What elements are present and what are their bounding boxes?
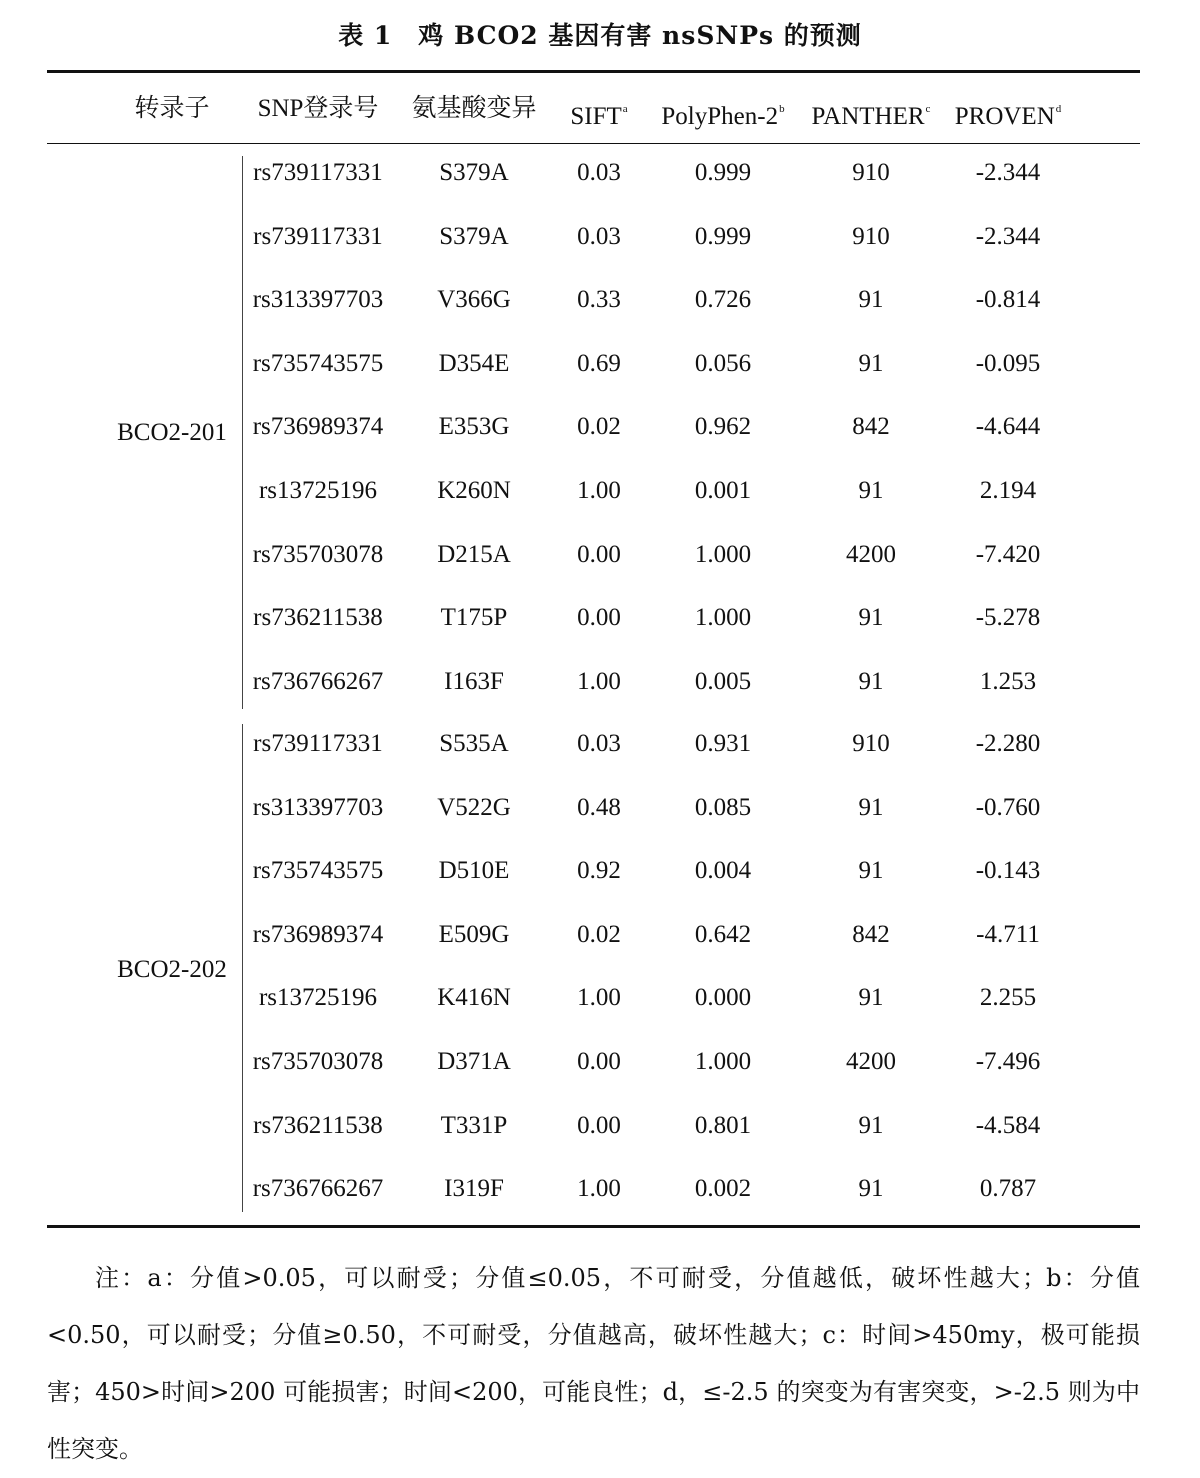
- panther-cell: 4200: [846, 1048, 896, 1075]
- snp-id-cell: rs736766267: [252, 1175, 384, 1202]
- snp-id-cell: rs735743575: [252, 350, 384, 377]
- header-polyphen: PolyPhen-2$^b$: [661, 103, 785, 130]
- snp-id-cell: rs739117331: [253, 730, 383, 757]
- panther-cell: 91: [858, 286, 884, 313]
- proven-cell: -2.344: [975, 159, 1041, 186]
- group-divider-1: [242, 156, 243, 709]
- polyphen-cell: 0.999: [694, 159, 752, 186]
- panther-cell: 91: [858, 668, 884, 695]
- panther-cell: 910: [852, 159, 890, 186]
- aa-variant-cell: D510E: [438, 857, 510, 884]
- polyphen-cell: 0.004: [694, 857, 752, 884]
- sift-cell: 0.03: [577, 159, 621, 186]
- proven-cell: -2.280: [975, 730, 1041, 757]
- polyphen-cell: 0.931: [694, 730, 752, 757]
- panther-cell: 91: [858, 350, 884, 377]
- snp-id-cell: rs735703078: [252, 1048, 384, 1075]
- snp-id-cell: rs736211538: [253, 604, 383, 631]
- group-divider-2: [242, 724, 243, 1212]
- panther-cell: 91: [858, 794, 884, 821]
- snp-id-cell: rs739117331: [253, 223, 383, 250]
- panther-cell: 91: [858, 1112, 884, 1139]
- panther-cell: 4200: [846, 541, 896, 568]
- proven-cell: 2.194: [979, 477, 1037, 504]
- table-title: 表 1 鸡 BCO2 基因有害 nsSNPs 的预测: [338, 21, 862, 50]
- sift-cell: 0.03: [577, 223, 621, 250]
- sift-cell: 1.00: [577, 477, 621, 504]
- snp-id-cell: rs739117331: [253, 159, 383, 186]
- aa-variant-cell: S379A: [439, 159, 509, 186]
- polyphen-cell: 0.726: [694, 286, 752, 313]
- polyphen-cell: 0.085: [694, 794, 752, 821]
- proven-cell: -5.278: [975, 604, 1041, 631]
- snp-id-cell: rs313397703: [252, 286, 384, 313]
- proven-cell: -2.344: [975, 223, 1041, 250]
- table-top-rule: [47, 70, 1140, 73]
- aa-variant-cell: D354E: [438, 350, 510, 377]
- sift-cell: 0.00: [577, 1048, 621, 1075]
- polyphen-cell: 1.000: [694, 604, 752, 631]
- snp-id-cell: rs736989374: [252, 413, 384, 440]
- snp-id-cell: rs736766267: [252, 668, 384, 695]
- sift-cell: 0.03: [577, 730, 621, 757]
- aa-variant-cell: K260N: [437, 477, 511, 504]
- polyphen-cell: 0.642: [694, 921, 752, 948]
- aa-variant-cell: V522G: [437, 794, 511, 821]
- table-note: 注：a：分值>0.05，可以耐受；分值≤0.05，不可耐受，分值越低，破坏性越大；b：分值<0.50，可以耐受；分值≥0.50，不可耐受，分值越高，破坏性越大；c：时间>450my，极可能损害；450>时间>200 可能损害；时间<200，可能良性；d，≤-2.5 的突变为有害突变，>-2.5 则为中性突变。: [47, 1264, 1140, 1463]
- polyphen-cell: 1.000: [694, 541, 752, 568]
- aa-variant-cell: T331P: [440, 1112, 508, 1139]
- panther-cell: 91: [858, 984, 884, 1011]
- proven-cell: -0.095: [975, 350, 1041, 377]
- aa-variant-cell: V366G: [437, 286, 511, 313]
- sift-cell: 1.00: [577, 984, 621, 1011]
- header-sift: SIFT$^a$: [570, 103, 628, 130]
- proven-cell: 1.253: [979, 668, 1037, 695]
- table-bottom-rule: [47, 1225, 1140, 1228]
- panther-cell: 91: [858, 604, 884, 631]
- aa-variant-cell: D371A: [437, 1048, 511, 1075]
- header-aa-variant: 氨基酸变异: [411, 95, 537, 122]
- snp-id-cell: rs735743575: [252, 857, 384, 884]
- polyphen-cell: 0.999: [694, 223, 752, 250]
- aa-variant-cell: K416N: [437, 984, 511, 1011]
- proven-cell: -7.420: [975, 541, 1041, 568]
- sift-cell: 0.92: [577, 857, 621, 884]
- panther-cell: 842: [852, 921, 890, 948]
- proven-cell: -0.760: [975, 794, 1041, 821]
- panther-cell: 910: [852, 223, 890, 250]
- sift-cell: 0.00: [577, 604, 621, 631]
- sift-cell: 0.00: [577, 1112, 621, 1139]
- snp-id-cell: rs13725196: [258, 984, 378, 1011]
- aa-variant-cell: S535A: [439, 730, 509, 757]
- snp-id-cell: rs13725196: [258, 477, 378, 504]
- polyphen-cell: 0.005: [694, 668, 752, 695]
- panther-cell: 842: [852, 413, 890, 440]
- header-transcript: 转录子: [134, 95, 210, 122]
- sift-cell: 0.48: [577, 794, 621, 821]
- panther-cell: 910: [852, 730, 890, 757]
- snp-id-cell: rs735703078: [252, 541, 384, 568]
- proven-cell: -4.711: [976, 921, 1040, 948]
- snp-id-cell: rs736989374: [252, 921, 384, 948]
- aa-variant-cell: T175P: [440, 604, 508, 631]
- proven-cell: -4.644: [975, 413, 1041, 440]
- proven-cell: -4.584: [975, 1112, 1041, 1139]
- transcript-label-bco2-201: BCO2-201: [117, 419, 227, 446]
- aa-variant-cell: I319F: [444, 1175, 504, 1202]
- polyphen-cell: 0.056: [694, 350, 752, 377]
- polyphen-cell: 1.000: [694, 1048, 752, 1075]
- transcript-label-bco2-202: BCO2-202: [117, 956, 227, 983]
- polyphen-cell: 0.002: [694, 1175, 752, 1202]
- sift-cell: 0.02: [577, 413, 621, 440]
- aa-variant-cell: S379A: [439, 223, 509, 250]
- polyphen-cell: 0.000: [694, 984, 752, 1011]
- sift-cell: 0.33: [577, 286, 621, 313]
- sift-cell: 0.00: [577, 541, 621, 568]
- aa-variant-cell: I163F: [444, 668, 504, 695]
- proven-cell: -7.496: [975, 1048, 1041, 1075]
- proven-cell: 0.787: [979, 1175, 1037, 1202]
- header-snp-id: SNP登录号: [257, 95, 379, 122]
- aa-variant-cell: D215A: [437, 541, 511, 568]
- polyphen-cell: 0.001: [694, 477, 752, 504]
- polyphen-cell: 0.962: [694, 413, 752, 440]
- sift-cell: 0.02: [577, 921, 621, 948]
- sift-cell: 1.00: [577, 668, 621, 695]
- aa-variant-cell: E353G: [438, 413, 510, 440]
- panther-cell: 91: [858, 1175, 884, 1202]
- sift-cell: 0.69: [577, 350, 621, 377]
- polyphen-cell: 0.801: [694, 1112, 752, 1139]
- aa-variant-cell: E509G: [438, 921, 510, 948]
- sift-cell: 1.00: [577, 1175, 621, 1202]
- proven-cell: -0.143: [975, 857, 1041, 884]
- panther-cell: 91: [858, 857, 884, 884]
- panther-cell: 91: [858, 477, 884, 504]
- header-panther: PANTHER$^c$: [811, 103, 931, 130]
- header-proven: PROVEN$^d$: [954, 103, 1062, 130]
- proven-cell: 2.255: [979, 984, 1037, 1011]
- snp-id-cell: rs736211538: [253, 1112, 383, 1139]
- snp-id-cell: rs313397703: [252, 794, 384, 821]
- header-rule: [47, 143, 1140, 144]
- proven-cell: -0.814: [975, 286, 1041, 313]
